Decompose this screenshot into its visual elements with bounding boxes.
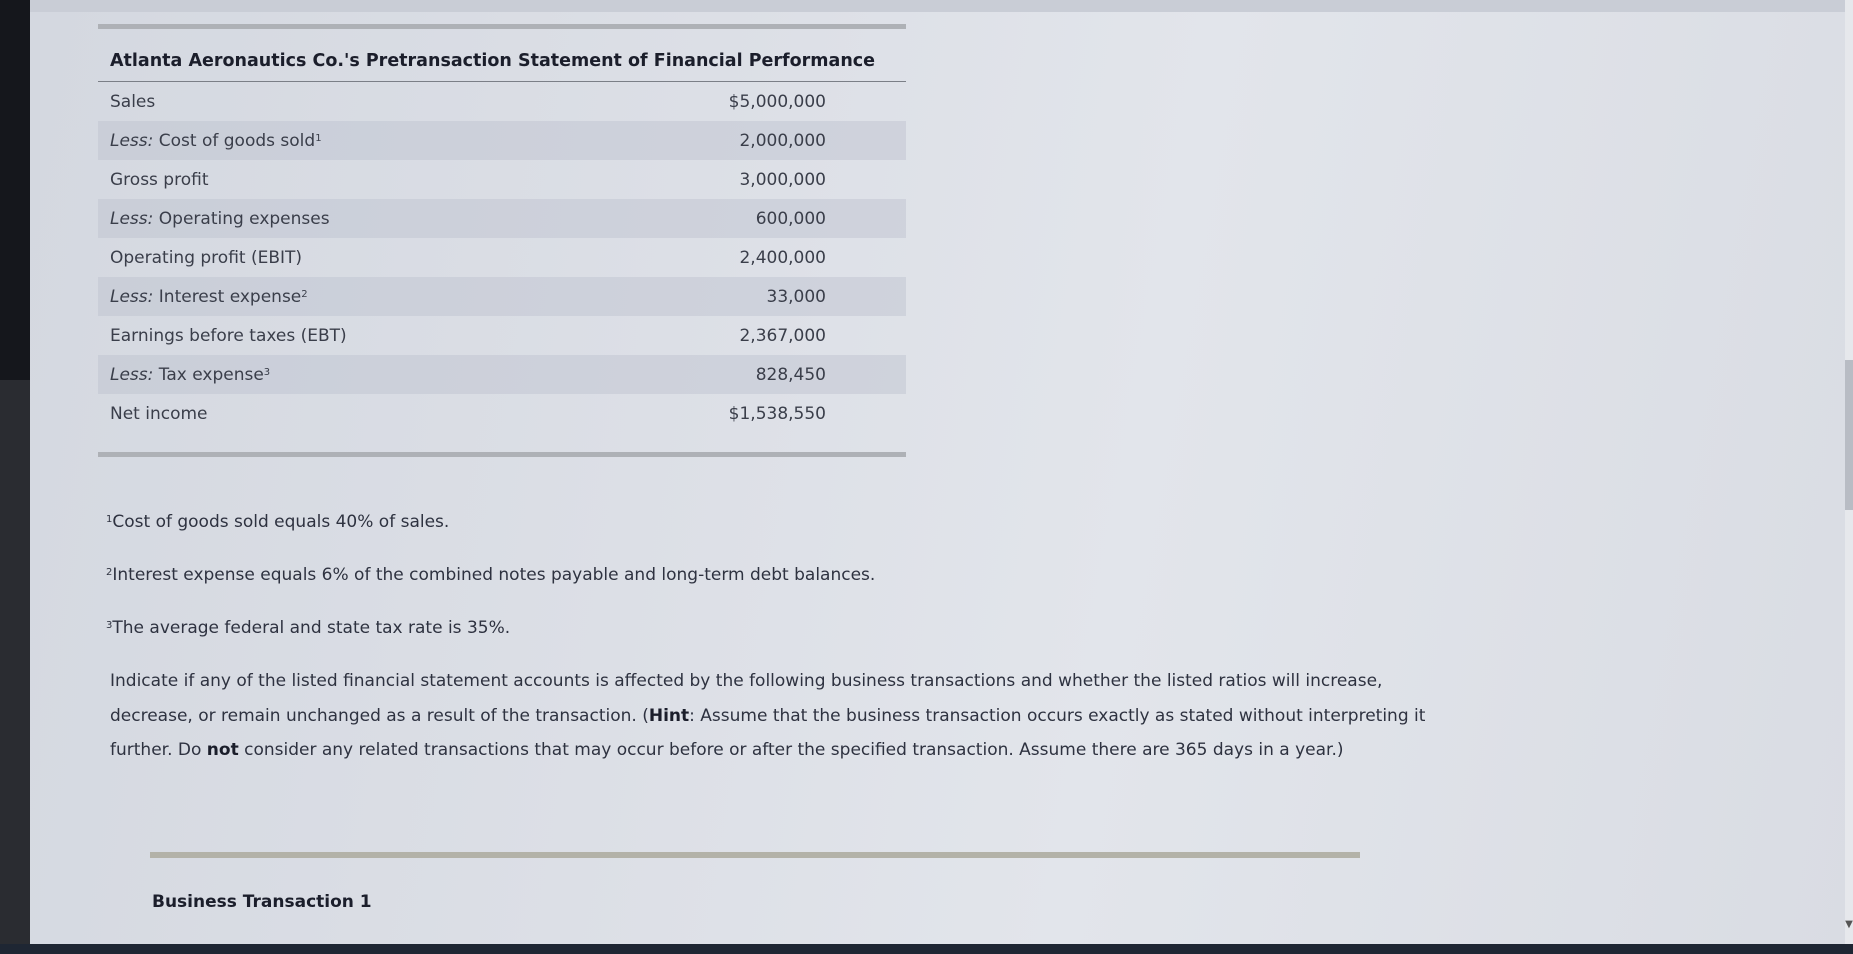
row-label: Less: Operating expenses: [110, 208, 330, 229]
section-divider: [150, 852, 1360, 858]
row-label: Gross profit: [110, 169, 209, 190]
row-label: Less: Interest expense$^2$: [110, 286, 308, 307]
row-value: 600,000: [755, 208, 826, 229]
vertical-scrollbar[interactable]: [1845, 0, 1853, 944]
table-row-interest-expense: [98, 277, 906, 316]
income-statement-table: [98, 24, 906, 457]
table-bottom-rule: [98, 452, 906, 457]
screen: [30, 0, 1853, 944]
table-row-cogs: [98, 121, 906, 160]
row-value: 2,367,000: [739, 325, 826, 346]
footnote-3: $^3$The average federal and state tax rate is 35%.: [106, 618, 511, 638]
top-strip: [30, 0, 1853, 12]
table-row-sales: [98, 82, 906, 121]
row-label: Net income: [110, 403, 208, 424]
business-transaction-heading: Business Transaction 1: [152, 892, 372, 912]
scrollbar-thumb[interactable]: [1845, 360, 1853, 510]
table-row-net-income: [98, 394, 906, 433]
table-row-gross-profit: [98, 160, 906, 199]
footnote-1: $^1$Cost of goods sold equals 40% of sales.: [106, 512, 450, 532]
row-label: Operating profit (EBIT): [110, 247, 303, 268]
row-value: 3,000,000: [739, 169, 826, 190]
row-value: $1,538,550: [728, 403, 826, 424]
table-row-ebit: [98, 238, 906, 277]
row-value: 2,400,000: [739, 247, 826, 268]
row-label: Earnings before taxes (EBT): [110, 325, 347, 346]
table-row-operating-expenses: [98, 199, 906, 238]
scroll-down-arrow-icon[interactable]: ▼: [1845, 919, 1853, 930]
row-value: $5,000,000: [728, 91, 826, 112]
footnote-2: $^2$Interest expense equals 6% of the combined notes payable and long-term debt balances.: [106, 565, 876, 585]
row-value: 2,000,000: [739, 130, 826, 151]
statement-title: Atlanta Aeronautics Co.'s Pretransaction Statement of Financial Performance: [98, 29, 906, 82]
monitor-bezel-bottom: [0, 944, 1853, 954]
instructions-text: Indicate if any of the listed financial statement accounts is affected by the following business transactions and whether the listed ratios will increase, decrease, or remain unchanged as a result of the transaction. (Hint: Assume that the business transaction occurs exactly as stated without interpreting it further. Do not consider any related transactions that may occur before or after the specified transaction. Assume there are 365 days in a year.): [110, 671, 1426, 760]
monitor-bezel-left: [0, 380, 30, 954]
table-row-ebt: [98, 316, 906, 355]
row-label: Less: Cost of goods sold$^1$: [110, 130, 322, 151]
row-value: 828,450: [755, 364, 826, 385]
row-value: 33,000: [766, 286, 826, 307]
row-label: Sales: [110, 91, 156, 112]
row-label: Less: Tax expense$^3$: [110, 364, 271, 385]
table-row-tax-expense: [98, 355, 906, 394]
